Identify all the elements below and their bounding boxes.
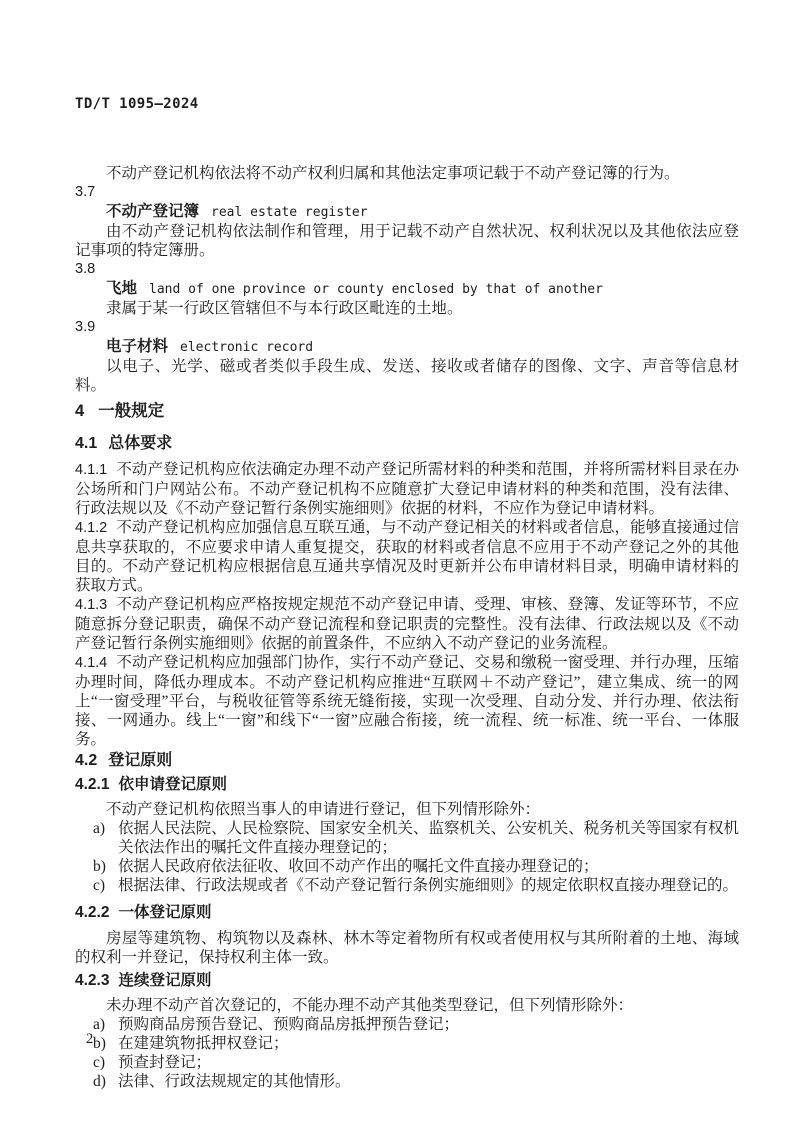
term-en: land of one province or county enclosed by that of another bbox=[149, 282, 603, 297]
subsection-body: 房屋等建筑物、构筑物以及森林、林木等定着物所有权或者使用权与其所附着的土地、海域的权利一并登记，保持权利主体一致。 bbox=[75, 930, 739, 966]
clause-text: 不动产登记机构应依法确定办理不动产登记所需材料的种类和范围，并将所需材料目录在办公场所和门户网站公布。不动产登记机构不应随意扩大登记申请材料的种类和范围，没有法律、行政法规以及《不动产登记暂行条例实施细则》依据的材料，不应作为登记申请材料。 bbox=[75, 461, 739, 517]
section-heading-4-1 bbox=[75, 434, 739, 454]
term-number: 3.8 bbox=[75, 261, 96, 277]
list-text: 预查封登记； bbox=[118, 1054, 212, 1071]
subsection-heading-4-2-1 bbox=[75, 775, 739, 795]
list-text: 在建建筑物抵押权登记； bbox=[118, 1035, 289, 1052]
list-text: 法律、行政法规规定的其他情形。 bbox=[118, 1073, 351, 1090]
term-number: 3.9 bbox=[75, 319, 96, 335]
list-text: 依据人民政府依法征收、收回不动产作出的嘱托文件直接办理登记的； bbox=[118, 858, 599, 875]
term-definition: 以电子、光学、磁或者类似手段生成、发送、接收或者储存的图像、文字、声音等信息材料。 bbox=[75, 358, 739, 394]
subsection-heading-4-2-2 bbox=[75, 903, 739, 923]
list-marker: c) bbox=[93, 1054, 106, 1071]
subsection-intro: 不动产登记机构依照当事人的申请进行登记，但下列情形除外： bbox=[106, 801, 541, 818]
section-title: 登记原则 bbox=[108, 752, 173, 769]
term-number: 3.7 bbox=[75, 184, 96, 200]
list-4-2-1 bbox=[75, 819, 739, 895]
term-heading bbox=[75, 279, 739, 299]
clause-text: 不动产登记机构应加强信息互联互通，与不动产登记相关的材料或者信息，能够直接通过信息共享获取的，不应要求申请人重复提交，获取的材料或者信息不应用于不动产登记之外的其他目的。不动产登记机构应根据信息互通共享情况及时更新并公布申请材料目录，明确申请材料的获取方式。 bbox=[75, 519, 739, 594]
list-text: 依据人民法院、人民检察院、国家安全机关、监察机关、公安机关、税务机关等国家有权机关依法作出的嘱托文件直接办理登记的； bbox=[118, 820, 739, 856]
list-4-2-3 bbox=[75, 1015, 739, 1091]
section-title: 总体要求 bbox=[108, 435, 173, 452]
list-item bbox=[75, 876, 739, 895]
subsection-heading-4-2-3 bbox=[75, 971, 739, 991]
term-entry-3-7 bbox=[75, 183, 739, 260]
term-entry-3-9 bbox=[75, 318, 739, 395]
term-en: electronic record bbox=[180, 340, 314, 355]
term-definition: 隶属于某一行政区管辖但不与本行政区毗连的土地。 bbox=[106, 300, 463, 317]
section-number: 4.2 bbox=[75, 752, 98, 769]
list-item bbox=[75, 1072, 739, 1091]
standard-code-header: TD/T 1095—2024 bbox=[75, 96, 199, 112]
term-zh: 飞地 bbox=[106, 280, 138, 297]
term-heading bbox=[75, 202, 739, 222]
term-definition: 由不动产登记机构依法制作和管理，用于记载不动产自然状况、权利状况以及其他依法应登记事项的特定簿册。 bbox=[75, 223, 739, 259]
clause-4-1-3 bbox=[75, 595, 739, 653]
subsection-number: 4.2.3 bbox=[75, 972, 110, 989]
subsection-title: 依申请登记原则 bbox=[118, 776, 227, 793]
subsection-title: 一体登记原则 bbox=[118, 904, 212, 921]
list-marker: b) bbox=[93, 858, 106, 875]
clause-number: 4.1.1 bbox=[75, 462, 108, 478]
clause-number: 4.1.3 bbox=[75, 597, 108, 613]
clause-4-1-2 bbox=[75, 518, 739, 595]
subsection-title: 连续登记原则 bbox=[118, 972, 212, 989]
list-item bbox=[75, 1015, 739, 1034]
list-item bbox=[75, 819, 739, 857]
term-en: real estate register bbox=[211, 205, 368, 220]
list-item bbox=[75, 1053, 739, 1072]
chapter-number: 4 bbox=[75, 402, 85, 420]
page-number: 2 bbox=[86, 1031, 94, 1047]
clause-text: 不动产登记机构应加强部门协作，实行不动产登记、交易和缴税一窗受理、并行办理，压缩办理时间，降低办理成本。不动产登记机构应推进“互联网＋不动产登记”，建立集成、统一的网上“一窗受理”平台，与税收征管等系统无缝衔接，实现一次受理、自动分发、并行办理、依法衔接、一网通办。线上“一窗”和线下“一窗”应融合衔接，统一流程、统一标准、统一平台、一体服务。 bbox=[75, 654, 739, 748]
clause-4-1-4 bbox=[75, 653, 739, 749]
clause-number: 4.1.4 bbox=[75, 655, 108, 671]
clause-4-1-1 bbox=[75, 460, 739, 518]
term-entry-3-8 bbox=[75, 260, 739, 318]
lead-paragraph: 不动产登记机构依法将不动产权利归属和其他法定事项记载于不动产登记簿的行为。 bbox=[106, 165, 680, 182]
clause-text: 不动产登记机构应严格按规定规范不动产登记申请、受理、审核、登簿、发证等环节，不应随意拆分登记职责，确保不动产登记流程和登记职责的完整性。没有法律、行政法规以及《不动产登记暂行条例实施细则》依据的前置条件，不应纳入不动产登记的业务流程。 bbox=[75, 596, 739, 652]
list-text: 预购商品房预告登记、预购商品房抵押预告登记； bbox=[118, 1016, 460, 1033]
section-heading-4-2 bbox=[75, 751, 739, 771]
list-text: 根据法律、行政法规或者《不动产登记暂行条例实施细则》的规定依职权直接办理登记的。 bbox=[118, 877, 739, 894]
subsection-number: 4.2.1 bbox=[75, 776, 110, 793]
term-heading bbox=[75, 337, 739, 357]
page-content bbox=[75, 164, 739, 1091]
chapter-heading-4 bbox=[75, 401, 739, 421]
term-zh: 不动产登记簿 bbox=[106, 203, 200, 220]
section-number: 4.1 bbox=[75, 435, 98, 452]
clause-number: 4.1.2 bbox=[75, 520, 108, 536]
list-marker: b) bbox=[93, 1035, 106, 1052]
term-zh: 电子材料 bbox=[106, 338, 169, 355]
subsection-number: 4.2.2 bbox=[75, 904, 110, 921]
list-marker: a) bbox=[93, 820, 106, 837]
list-marker: a) bbox=[93, 1016, 106, 1033]
list-marker: d) bbox=[93, 1073, 106, 1090]
subsection-intro: 未办理不动产首次登记的，不能办理不动产其他类型登记，但下列情形除外： bbox=[106, 997, 634, 1014]
chapter-title: 一般规定 bbox=[98, 402, 165, 420]
list-marker: c) bbox=[93, 877, 106, 894]
list-item bbox=[75, 857, 739, 876]
list-item bbox=[75, 1034, 739, 1053]
